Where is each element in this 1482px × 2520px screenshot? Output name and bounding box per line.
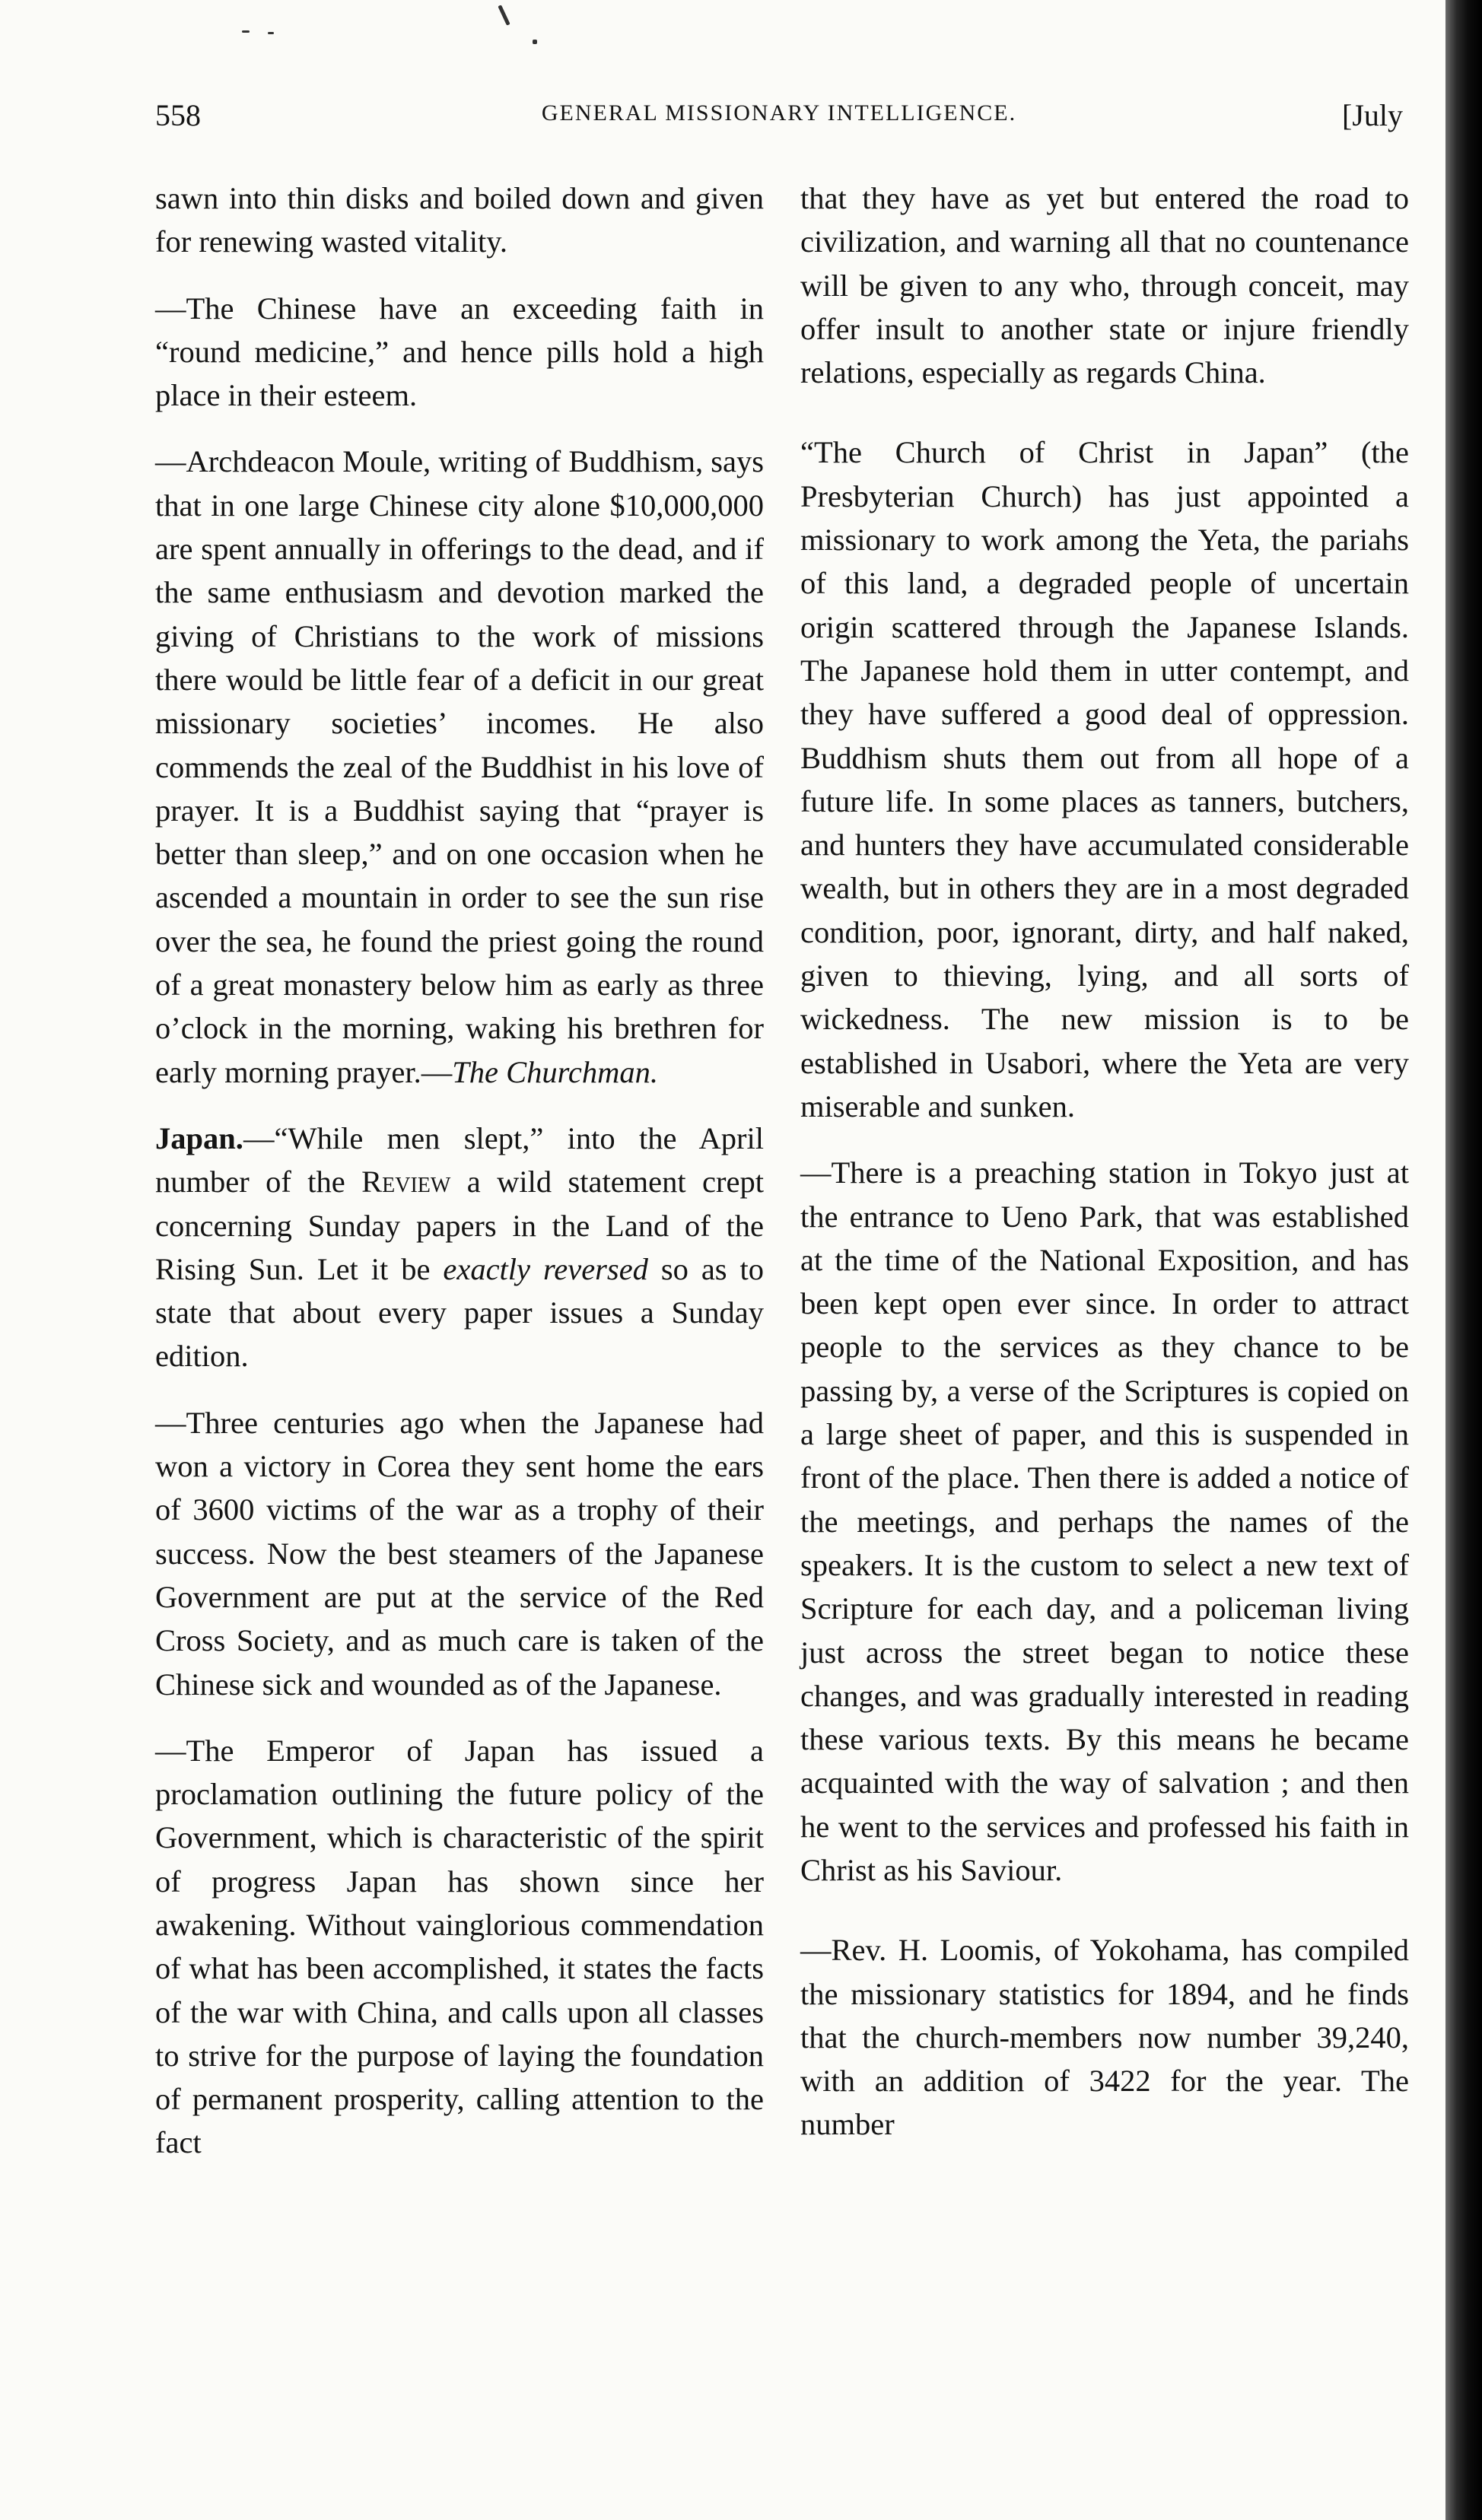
paragraph: that they have as yet but entered the road to civilization, and warning all that no countenance will be given to any who, through conceit, may offer insult to another state or injure friendly relations, especially as regards China. [800, 181, 1409, 390]
stray-mark [268, 32, 274, 34]
paragraph: “The Church of Christ in Japan” (the Presbyterian Church) has just appointed a missionary to work among the Yeta, the pariahs of this land, a degraded people of uncertain origin scattered through the Japanese Islands. The Japanese hold them in utter contempt, and they have suffered a good deal of oppression. Buddhism shuts them out from all hope of a future life. In some places as tanners, butchers, and hunters they have accumulated considerable wealth, but in others they are in a most degraded condition, poor, ignorant, dirty, and half naked, given to thieving, lying, and all sorts of wickedness. The new mission is to be established in Usabori, where the Yeta are very miserable and sunken. [800, 435, 1409, 1123]
paragraph [155, 440, 764, 1093]
page-number: 558 [155, 98, 201, 132]
review-name: Review [361, 1165, 451, 1200]
paragraph: —The Emperor of Japan has issued a proclamation outlining the future policy of the Government, which is characteristic of the spirit of progress Japan has shown since her awakening. Without vainglorious commendation of what has been accomplished, it states the facts of the war with China, and calls upon all classes to strive for the purpose of laying the foundation of permanent prosperity, calling attention to the fact [155, 1733, 764, 2160]
left-column [155, 176, 764, 2165]
header-month: [July [1342, 98, 1403, 132]
emphasis: exactly reversed [443, 1251, 648, 1286]
scan-edge [1445, 0, 1482, 2520]
section-head: Japan. [155, 1120, 243, 1155]
paragraph: —The Chinese have an exceeding faith in “round medicine,” and hence pills hold a high place in their esteem. [155, 291, 764, 413]
header-title: GENERAL MISSIONARY INTELLIGENCE. [541, 100, 1017, 126]
paragraph [155, 1117, 764, 1378]
paragraph: —Rev. H. Loomis, of Yokohama, has compiled the missionary statistics for 1894, and he finds that the church-members now number 39,240, with an addition of 3422 for the year. The number [800, 1933, 1409, 2142]
stray-mark [242, 30, 250, 33]
right-column [800, 176, 1409, 2147]
stray-mark [533, 40, 537, 44]
paragraph-text: so as to state that about every paper issues a Sunday edition. [155, 1251, 765, 1374]
paragraph: —There is a preaching station in Tokyo just at the entrance to Ueno Park, that was established at the time of the National Exposition, and has been kept open ever since. In order to attract people to the services as they chance to be passing by, a verse of the Scriptures is copied on a large sheet of paper, and this is suspended in front of the place. Then there is added a notice of the meetings, and perhaps the names of the speakers. It is the custom to select a new text of Scripture for each day, and a policeman living just across the street began to notice these changes, and was gradually interested in reading these various texts. By this means he became acquainted with the way of salvation ; and then he went to the services and professed his faith in Christ as his Saviour. [800, 1155, 1409, 1887]
paragraph-text: a wild statement crept concerning Sunday papers in the Land of the Rising Sun. Let it be [155, 1165, 764, 1286]
paragraph-text: —Archdeacon Moule, writing of Buddhism, says that in one large Chinese city alone $10,000,000 are spent annually in offerings to the dead, and if the same enthusiasm and devotion marked the giving of Christians to the work of missions there would be little fear of a deficit in our great missionary societies’ incomes. He also commends the zeal of the Buddhist in his love of prayer. It is a Buddhist saying that “prayer is better than sleep,” and on one occasion when he ascended a mountain in order to see the sun rise over the sea, he found the priest going the round of a great monastery below him as early as three o’clock in the morning, waking his brethren for early morning prayer.— [155, 444, 764, 1089]
paragraph: —Three centuries ago when the Japanese had won a victory in Corea they sent home the ears of 3600 victims of the war as a trophy of their success. Now the best steamers of the Japanese Government are put at the service of the Red Cross Society, and as much care is taken of the Chinese sick and wounded as of the Japanese. [155, 1405, 764, 1702]
paragraph: sawn into thin disks and boiled down and given for renewing wasted vitality. [155, 181, 764, 259]
paragraph-text: —“While men slept,” into the April number of the [155, 1120, 764, 1200]
running-head [155, 97, 1403, 143]
source-citation: The Churchman. [452, 1054, 658, 1089]
stray-mark [498, 5, 510, 25]
